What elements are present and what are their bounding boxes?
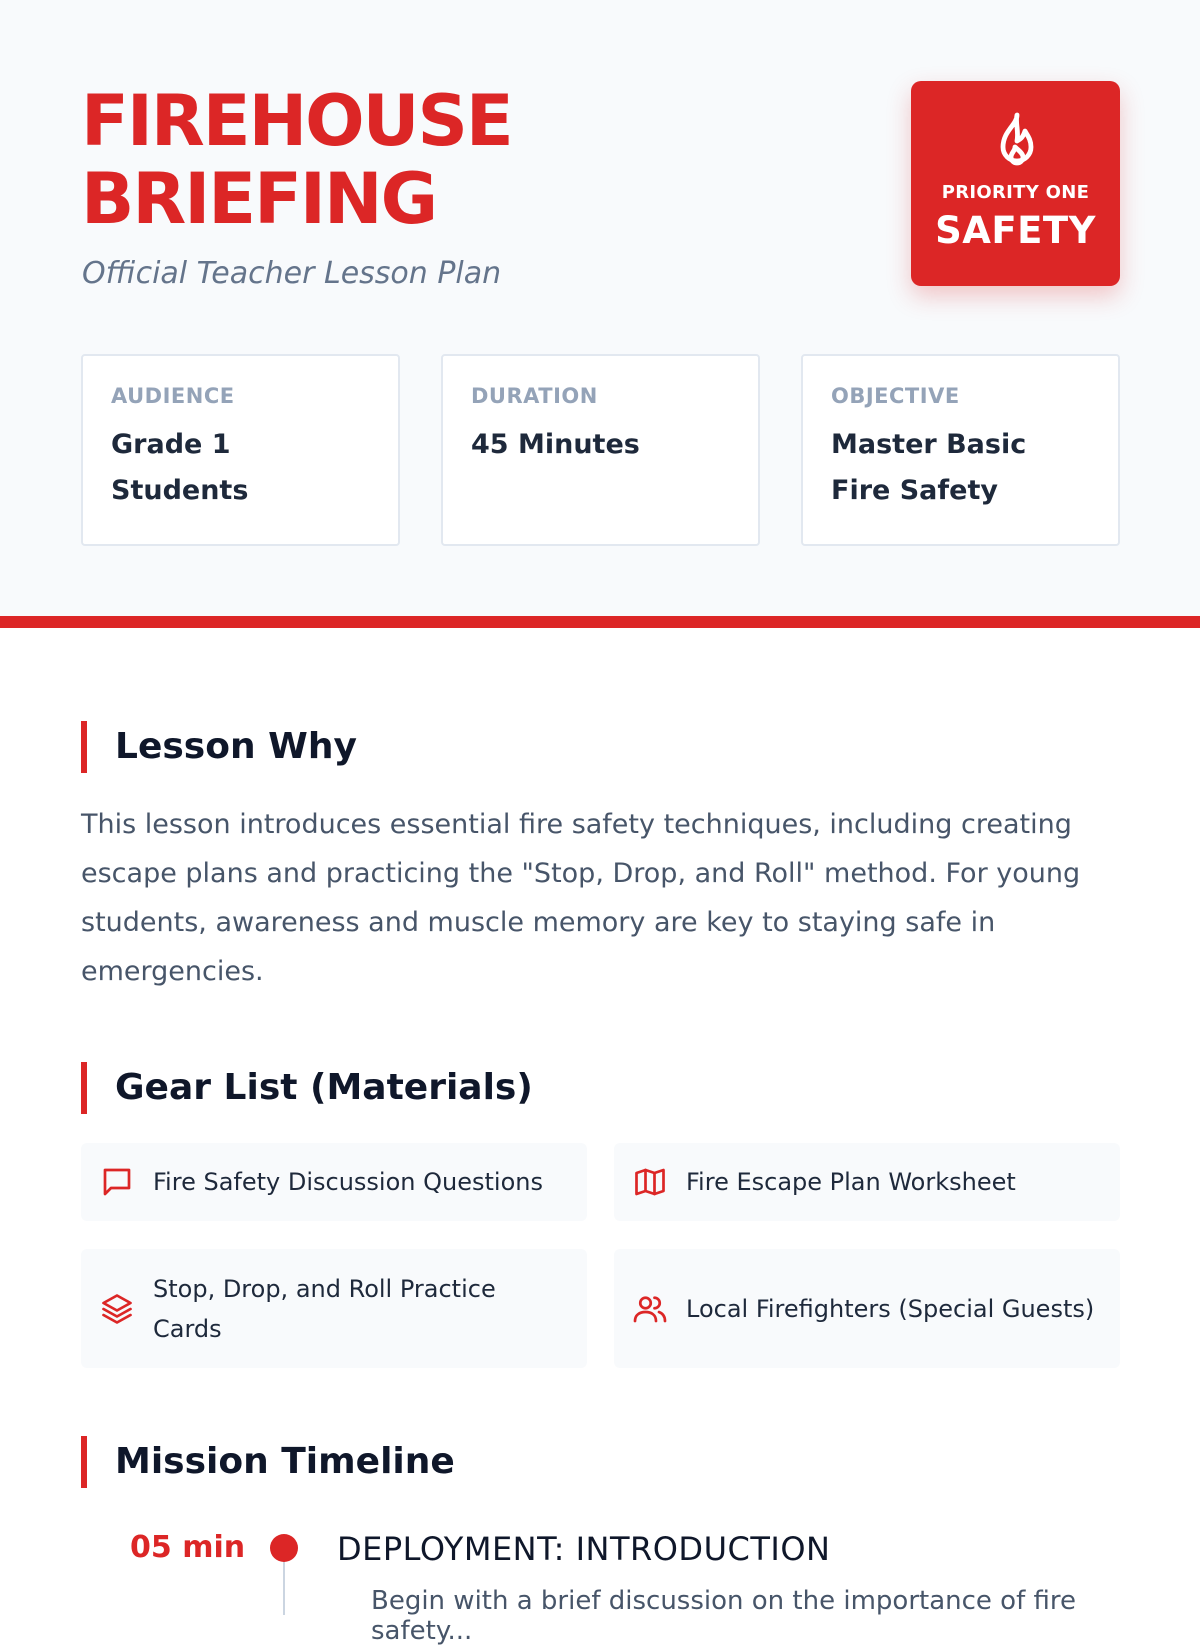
- timeline-step-desc: Begin with a brief discussion on the importance of fire safety...: [371, 1586, 1076, 1646]
- section-heading-timeline: Mission Timeline: [81, 1436, 455, 1488]
- section-heading-gear: Gear List (Materials): [81, 1062, 533, 1114]
- badge-kicker: PRIORITY ONE: [941, 182, 1090, 203]
- timeline-dot: [270, 1534, 298, 1562]
- info-card-objective: [801, 354, 1120, 546]
- gear-item-label: Local Firefighters (Special Guests): [686, 1294, 1095, 1323]
- info-card-duration: [441, 354, 760, 546]
- info-card-audience: [81, 354, 400, 546]
- info-card-label: OBJECTIVE: [831, 384, 960, 408]
- page-subtitle: Official Teacher Lesson Plan: [82, 256, 502, 291]
- priority-badge: [911, 81, 1120, 286]
- gear-item-label: Fire Safety Discussion Questions: [153, 1168, 543, 1196]
- hero-header: [0, 0, 1200, 628]
- message-square-icon: [99, 1164, 135, 1200]
- gear-item-label: Fire Escape Plan Worksheet: [686, 1168, 1016, 1196]
- timeline-step-time: 05 min: [130, 1530, 246, 1565]
- timeline-step-title: DEPLOYMENT: INTRODUCTION: [337, 1530, 831, 1568]
- layers-icon: [99, 1291, 135, 1327]
- lesson-why-paragraph: This lesson introduces essential fire safety techniques, including creating escape plans and practicing the "Stop, Drop, and Roll" method. For young students, awareness and muscle memory are key to staying safe in emergencies.: [81, 809, 1081, 987]
- gear-item: [81, 1143, 587, 1221]
- title-line-2: BRIEFING: [81, 158, 437, 240]
- badge-label: SAFETY: [935, 209, 1096, 252]
- info-card-label: AUDIENCE: [111, 384, 235, 408]
- map-icon: [632, 1164, 668, 1200]
- section-heading-lesson-why: Lesson Why: [81, 721, 357, 773]
- info-card-value: 45 Minutes: [471, 429, 640, 460]
- gear-item: [614, 1143, 1120, 1221]
- gear-item-label: Stop, Drop, and Roll Practice Cards: [153, 1274, 496, 1343]
- info-card-value: Master Basic Fire Safety: [831, 429, 1027, 506]
- title-line-1: FIREHOUSE: [81, 80, 512, 162]
- users-icon: [632, 1291, 668, 1327]
- page-title: [81, 82, 781, 238]
- gear-item: [614, 1249, 1120, 1368]
- gear-item: [81, 1249, 587, 1368]
- info-card-label: DURATION: [471, 384, 598, 408]
- info-card-value: Grade 1 Students: [111, 429, 249, 506]
- flame-icon: [993, 111, 1041, 171]
